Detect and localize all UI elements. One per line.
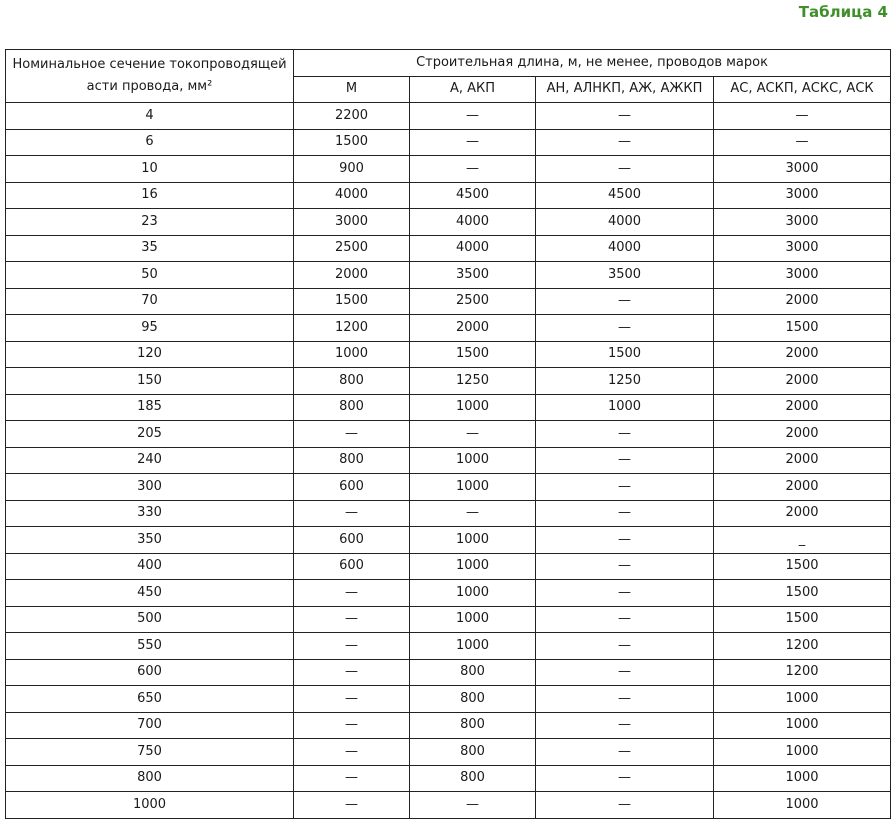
- cell-brand-a-akp: —: [410, 792, 536, 819]
- cell-brand-as-askp: 1000: [714, 712, 891, 739]
- table-row: [6, 235, 891, 262]
- cell-brand-m: 1500: [294, 129, 410, 156]
- cell-brand-an-alnkp: —: [536, 474, 714, 501]
- cell-brand-as-askp: 2000: [714, 500, 891, 527]
- cell-brand-m: —: [294, 580, 410, 607]
- cell-brand-as-askp: 3000: [714, 262, 891, 289]
- cell-cross-section: 600: [6, 659, 294, 686]
- spec-table: [5, 49, 891, 819]
- cell-cross-section: 500: [6, 606, 294, 633]
- cell-brand-as-askp: 1000: [714, 686, 891, 713]
- cell-brand-an-alnkp: —: [536, 129, 714, 156]
- table-row: [6, 288, 891, 315]
- header-cross-section: Номинальное сечение токопроводящей асти провода, мм²: [6, 50, 294, 103]
- cell-brand-a-akp: 1000: [410, 447, 536, 474]
- cell-brand-m: —: [294, 606, 410, 633]
- cell-brand-m: 2000: [294, 262, 410, 289]
- cell-brand-a-akp: 3500: [410, 262, 536, 289]
- table-row: [6, 500, 891, 527]
- cell-cross-section: 800: [6, 765, 294, 792]
- table-row: [6, 792, 891, 819]
- cell-brand-an-alnkp: —: [536, 686, 714, 713]
- cell-brand-m: 1000: [294, 341, 410, 368]
- cell-brand-m: —: [294, 421, 410, 448]
- cell-brand-a-akp: 1000: [410, 394, 536, 421]
- table-row: [6, 633, 891, 660]
- cell-brand-m: 800: [294, 394, 410, 421]
- cell-brand-an-alnkp: 1000: [536, 394, 714, 421]
- cell-brand-m: 2500: [294, 235, 410, 262]
- table-row: [6, 262, 891, 289]
- cell-cross-section: 50: [6, 262, 294, 289]
- cell-brand-an-alnkp: —: [536, 421, 714, 448]
- table-row: [6, 156, 891, 183]
- cell-brand-a-akp: 1250: [410, 368, 536, 395]
- cell-brand-as-askp: 2000: [714, 447, 891, 474]
- cell-brand-an-alnkp: 4000: [536, 209, 714, 236]
- cell-brand-as-askp: _: [714, 527, 891, 554]
- cell-brand-an-alnkp: —: [536, 156, 714, 183]
- cell-brand-an-alnkp: —: [536, 553, 714, 580]
- cell-brand-as-askp: 1500: [714, 553, 891, 580]
- table-row: [6, 182, 891, 209]
- cell-brand-as-askp: 2000: [714, 474, 891, 501]
- cell-brand-as-askp: 2000: [714, 288, 891, 315]
- cell-brand-as-askp: 3000: [714, 156, 891, 183]
- table-row: [6, 765, 891, 792]
- cell-brand-an-alnkp: —: [536, 500, 714, 527]
- cell-brand-an-alnkp: —: [536, 739, 714, 766]
- cell-brand-an-alnkp: —: [536, 792, 714, 819]
- cell-cross-section: 700: [6, 712, 294, 739]
- cell-brand-as-askp: —: [714, 103, 891, 130]
- cell-brand-an-alnkp: —: [536, 712, 714, 739]
- cell-brand-a-akp: 4000: [410, 209, 536, 236]
- cell-brand-a-akp: 4000: [410, 235, 536, 262]
- table-row: [6, 739, 891, 766]
- table-row: [6, 421, 891, 448]
- cell-brand-as-askp: 1500: [714, 606, 891, 633]
- table-row: [6, 659, 891, 686]
- cell-brand-an-alnkp: —: [536, 580, 714, 607]
- cell-brand-as-askp: 3000: [714, 209, 891, 236]
- cell-brand-m: 800: [294, 447, 410, 474]
- cell-brand-as-askp: 1500: [714, 580, 891, 607]
- cell-cross-section: 205: [6, 421, 294, 448]
- cell-brand-a-akp: 1000: [410, 474, 536, 501]
- table-row: [6, 341, 891, 368]
- cell-cross-section: 35: [6, 235, 294, 262]
- cell-brand-a-akp: 800: [410, 659, 536, 686]
- cell-brand-as-askp: 1200: [714, 659, 891, 686]
- cell-brand-a-akp: 1000: [410, 606, 536, 633]
- table-row: [6, 606, 891, 633]
- table-row: [6, 209, 891, 236]
- cell-brand-a-akp: 4500: [410, 182, 536, 209]
- table-row: [6, 447, 891, 474]
- header-brand-a-akp: А, АКП: [410, 76, 536, 103]
- cell-brand-a-akp: 2000: [410, 315, 536, 342]
- cell-cross-section: 300: [6, 474, 294, 501]
- table-row: [6, 580, 891, 607]
- cell-brand-an-alnkp: —: [536, 447, 714, 474]
- cell-brand-a-akp: —: [410, 421, 536, 448]
- cell-brand-a-akp: —: [410, 500, 536, 527]
- cell-brand-an-alnkp: 1500: [536, 341, 714, 368]
- cell-brand-a-akp: 2500: [410, 288, 536, 315]
- cell-cross-section: 240: [6, 447, 294, 474]
- cell-cross-section: 16: [6, 182, 294, 209]
- cell-brand-a-akp: —: [410, 103, 536, 130]
- cell-brand-an-alnkp: —: [536, 527, 714, 554]
- cell-brand-as-askp: 3000: [714, 182, 891, 209]
- cell-brand-m: 1500: [294, 288, 410, 315]
- cell-brand-as-askp: 2000: [714, 368, 891, 395]
- cell-brand-m: —: [294, 765, 410, 792]
- cell-cross-section: 330: [6, 500, 294, 527]
- cell-brand-m: —: [294, 659, 410, 686]
- table-row: [6, 368, 891, 395]
- cell-brand-a-akp: 1000: [410, 553, 536, 580]
- table-row: [6, 103, 891, 130]
- cell-brand-as-askp: 1200: [714, 633, 891, 660]
- cell-cross-section: 1000: [6, 792, 294, 819]
- cell-brand-m: —: [294, 633, 410, 660]
- header-brand-as-askp: АС, АСКП, АСКС, АСК: [714, 76, 891, 103]
- cell-brand-m: 1200: [294, 315, 410, 342]
- table-row: [6, 553, 891, 580]
- cell-cross-section: 650: [6, 686, 294, 713]
- header-brand-m: М: [294, 76, 410, 103]
- cell-brand-m: 2200: [294, 103, 410, 130]
- table-row: [6, 686, 891, 713]
- cell-brand-as-askp: 2000: [714, 341, 891, 368]
- cell-brand-m: 900: [294, 156, 410, 183]
- cell-cross-section: 10: [6, 156, 294, 183]
- cell-brand-a-akp: —: [410, 129, 536, 156]
- cell-brand-a-akp: —: [410, 156, 536, 183]
- cell-brand-m: 600: [294, 553, 410, 580]
- cell-brand-m: 600: [294, 474, 410, 501]
- cell-brand-as-askp: —: [714, 129, 891, 156]
- cell-brand-a-akp: 1000: [410, 633, 536, 660]
- cell-cross-section: 400: [6, 553, 294, 580]
- table-row: [6, 527, 891, 554]
- table-body: [6, 103, 891, 819]
- cell-cross-section: 750: [6, 739, 294, 766]
- cell-cross-section: 550: [6, 633, 294, 660]
- cell-cross-section: 350: [6, 527, 294, 554]
- cell-brand-an-alnkp: 4000: [536, 235, 714, 262]
- cell-brand-an-alnkp: —: [536, 659, 714, 686]
- cell-brand-an-alnkp: 3500: [536, 262, 714, 289]
- cell-brand-an-alnkp: —: [536, 606, 714, 633]
- cell-brand-m: —: [294, 792, 410, 819]
- cell-brand-m: 600: [294, 527, 410, 554]
- cell-brand-a-akp: 800: [410, 712, 536, 739]
- cell-brand-as-askp: 1000: [714, 792, 891, 819]
- cell-cross-section: 23: [6, 209, 294, 236]
- cell-cross-section: 70: [6, 288, 294, 315]
- table-row: [6, 394, 891, 421]
- table-row: [6, 129, 891, 156]
- cell-brand-an-alnkp: —: [536, 315, 714, 342]
- cell-brand-as-askp: 1000: [714, 765, 891, 792]
- cell-brand-an-alnkp: —: [536, 288, 714, 315]
- cell-brand-an-alnkp: 1250: [536, 368, 714, 395]
- cell-brand-as-askp: 1500: [714, 315, 891, 342]
- cell-brand-an-alnkp: —: [536, 103, 714, 130]
- table-caption: Таблица 4: [798, 3, 888, 21]
- cell-brand-as-askp: 2000: [714, 394, 891, 421]
- cell-brand-a-akp: 1000: [410, 580, 536, 607]
- cell-cross-section: 6: [6, 129, 294, 156]
- cell-brand-a-akp: 1500: [410, 341, 536, 368]
- cell-brand-an-alnkp: —: [536, 765, 714, 792]
- cell-cross-section: 450: [6, 580, 294, 607]
- cell-brand-m: —: [294, 500, 410, 527]
- cell-brand-as-askp: 3000: [714, 235, 891, 262]
- cell-cross-section: 150: [6, 368, 294, 395]
- cell-brand-m: 4000: [294, 182, 410, 209]
- cell-brand-m: —: [294, 739, 410, 766]
- cell-cross-section: 120: [6, 341, 294, 368]
- cell-brand-an-alnkp: 4500: [536, 182, 714, 209]
- cell-brand-m: 3000: [294, 209, 410, 236]
- cell-cross-section: 185: [6, 394, 294, 421]
- table-row: [6, 474, 891, 501]
- table-header: [6, 50, 891, 103]
- cell-brand-a-akp: 1000: [410, 527, 536, 554]
- cell-brand-an-alnkp: —: [536, 633, 714, 660]
- header-length-group: Строительная длина, м, не менее, проводов марок: [294, 50, 891, 77]
- cell-cross-section: 4: [6, 103, 294, 130]
- cell-brand-m: 800: [294, 368, 410, 395]
- cell-brand-as-askp: 2000: [714, 421, 891, 448]
- header-row-group: [6, 50, 891, 77]
- cell-brand-a-akp: 800: [410, 686, 536, 713]
- cell-brand-a-akp: 800: [410, 739, 536, 766]
- table-row: [6, 315, 891, 342]
- cell-brand-as-askp: 1000: [714, 739, 891, 766]
- table-row: [6, 712, 891, 739]
- header-brand-an-alnkp: АН, АЛНКП, АЖ, АЖКП: [536, 76, 714, 103]
- cell-brand-m: —: [294, 686, 410, 713]
- cell-brand-m: —: [294, 712, 410, 739]
- cell-brand-a-akp: 800: [410, 765, 536, 792]
- cell-cross-section: 95: [6, 315, 294, 342]
